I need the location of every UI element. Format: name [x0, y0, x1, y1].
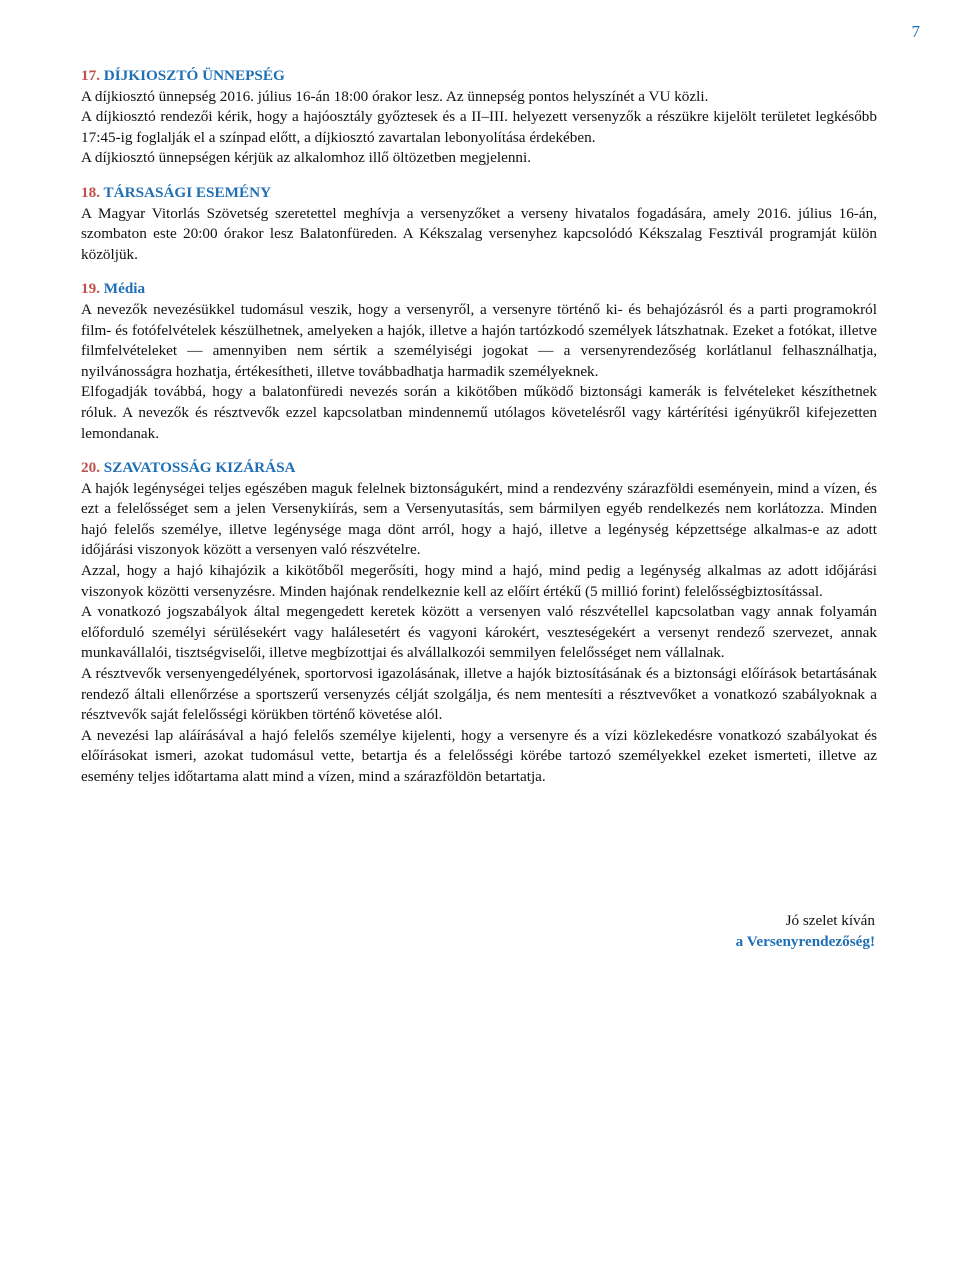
closing-signoff: a Versenyrendezőség!: [735, 933, 875, 950]
section-title: SZAVATOSSÁG KIZÁRÁSA: [103, 459, 296, 477]
paragraph: Elfogadják továbbá, hogy a balatonfüredi nevezés során a kikötőben működő biztonsági kamerák is felvételeket készíthetnek róluk. A nevezők és résztvevők ezzel kapcsolatban mindennemű utólagos követelésről vagy kártérítési igényükről kifejezetten lemondanak.: [81, 383, 877, 442]
paragraph: A hajók legénységei teljes egészében maguk felelnek biztonságukért, mind a rendezvény szárazföldi eseményein, mind a vízen, és ezt a felelősséget sem a jelen Versenykiírás, sem a Versenyutasítás, sem bármilyen egyéb rendelkezés nem korlátozza. Minden hajó felelős személye, illetve legénysége maga dönt arról, hogy a hajó, illetve a legénység képzettsége alkalmas-e az adott időjárási viszonyok között a versenyen való részvételre.: [81, 479, 877, 559]
closing-greeting: Jó szelet kíván: [785, 912, 875, 929]
section-number: 18.: [81, 183, 100, 201]
section-heading: [81, 458, 877, 479]
section-title: DÍJKIOSZTÓ ÜNNEPSÉG: [103, 67, 285, 84]
section-number: 19.: [81, 280, 100, 298]
section-heading: [81, 66, 877, 87]
paragraph: A díjkiosztó ünnepségen kérjük az alkalomhoz illő öltözetben megjelenni.: [81, 149, 532, 167]
paragraph: A nevezési lap aláírásával a hajó felelős személye kijelenti, hogy a versenyre és a vízi közlekedésre vonatkozó szabályokat és előírásokat ismeri, azokat tudomásul vette, betartja és a felelősségi körébe tartozó személyekkel ezeket ismerteti, illetve az esemény teljes időtartama alatt mind a vízen, mind a szárazföldön betartatja.: [81, 726, 877, 785]
paragraph: A díjkiosztó rendezői kérik, hogy a hajóosztály győztesek és a II–III. helyezett versenyzők a részükre kijelölt területet legkésőbb 17:45-ig foglalják el a színpad előtt, a díjkiosztó zavartalan lebonyolítása érdekében.: [81, 108, 877, 146]
paragraph: A Magyar Vitorlás Szövetség szeretettel meghívja a versenyzőket a verseny hivatalos fogadására, amely 2016. július 16-án, szombaton este 20:00 órakor lesz Balatonfüreden. A Kékszalag versenyhez kapcsolódó Kékszalag Fesztivál programját külön közöljük.: [81, 204, 877, 263]
section-title: TÁRSASÁGI ESEMÉNY: [103, 183, 272, 201]
document-body: [81, 66, 877, 802]
paragraph: A vonatkozó jogszabályok által megengedett keretek között a versenyen való részvétellel kapcsolatban vagy annak folyamán előforduló személyi sérülésekért vagy halálesetért és vagyoni károkért, veszteségekért a versenyt rendező szervezet, annak munkavállalói, tisztségviselői, illetve megbízottjai és alvállalkozói semmilyen felelősséget nem vállalnak.: [81, 603, 877, 662]
section-title: Média: [103, 280, 146, 298]
section-heading: [81, 183, 877, 204]
section-19: [81, 279, 877, 444]
section-18: [81, 183, 877, 265]
paragraph: A díjkiosztó ünnepség 2016. július 16-án 18:00 órakor lesz. Az ünnepség pontos helyszínét a VU közli.: [81, 87, 709, 105]
paragraph: Azzal, hogy a hajó kihajózik a kikötőből megerősíti, hogy mind a hajó, mind pedig a legénység alkalmas az adott időjárási viszonyok közötti versenyzésre. Minden hajónak rendelkeznie kell az előírt értékű (5 millió forint) felelősségbiztosítással.: [81, 562, 877, 600]
section-heading: [81, 279, 877, 300]
page-number: 7: [911, 22, 920, 41]
section-number: 17.: [81, 67, 100, 84]
paragraph: A résztvevők versenyengedélyének, sportorvosi igazolásának, illetve a hajók biztosításának és a biztonsági előírások betartásának rendező általi ellenőrzése a sportszerű versenyzés célját szolgálja, és nem mentesíti a résztvevőket a vonatkozó szabályoknak a résztvevők saját felelősségi körükben történő követése alól.: [81, 665, 877, 724]
section-number: 20.: [81, 459, 100, 477]
closing-signature: [600, 910, 875, 952]
section-17: [81, 66, 877, 169]
paragraph: A nevezők nevezésükkel tudomásul veszik, hogy a versenyről, a versenyre történő ki- és behajózásról és a parti programokról film- és fotófelvételek készülhetnek, amelyeken a hajók, illetve a hajón tartózkodó személyek látszhatnak. Ezeket a fotókat, illetve filmfelvételeket — amennyiben nem sértik a személyiségi jogokat — a versenyrendezőség korlátlanul felhasználhatja, nyilvánosságra hozhatja, értékesítheti, illetve továbbadhatja harmadik személyeknek.: [81, 300, 877, 380]
section-20: [81, 458, 877, 788]
